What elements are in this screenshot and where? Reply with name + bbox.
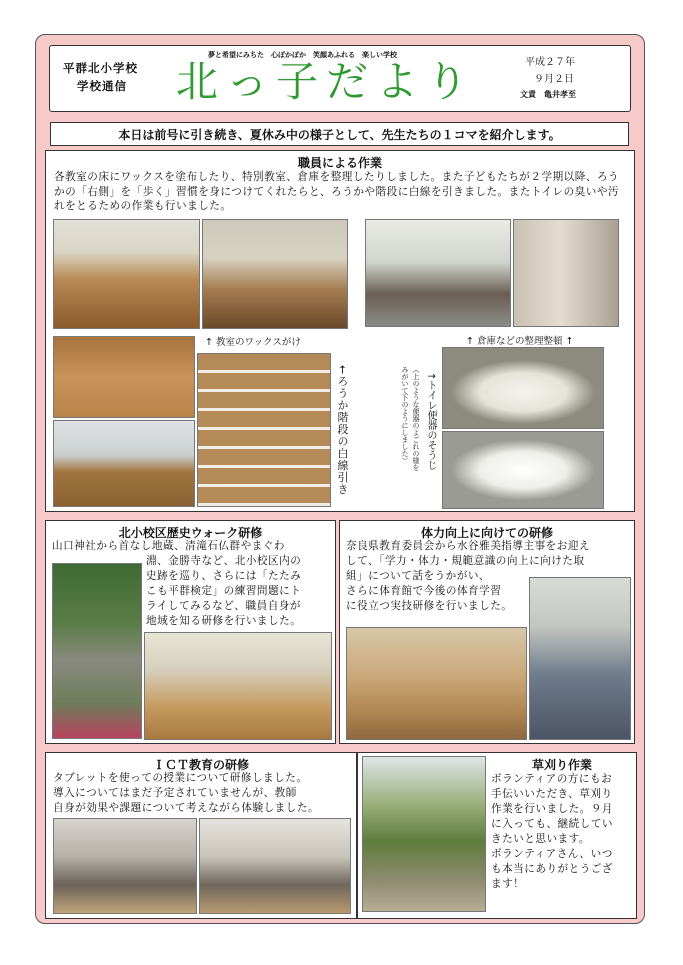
mowing-line-7: も本当にありがとうござ	[491, 863, 614, 875]
caption-toilet-note-1: （上のような便器のよごれの様を	[412, 366, 420, 471]
fitness-title: 体力向上に向けての研修	[420, 526, 553, 540]
photo-stone-monument	[52, 563, 142, 739]
photo-storage-1	[365, 219, 511, 327]
photo-fitness-meeting	[529, 577, 631, 740]
photo-grass-mowing	[362, 756, 486, 912]
caption-storage: ↑ 倉庫などの整理整頓 ↑	[466, 336, 574, 347]
caption-toilet: ↑トイレ便器のそうじ	[425, 372, 436, 471]
mowing-title: 草刈り作業	[531, 758, 592, 772]
photo-corridor-line	[53, 420, 195, 507]
fitness-line-4: さらに体育館で今後の体育学習	[346, 585, 502, 597]
mowing-line-2: 手伝いいただき、草刈り	[491, 788, 613, 800]
newsletter-title: 北っ子だより	[176, 57, 477, 106]
history-walk-line-5: ライしてみるなど、職員自身が	[146, 600, 301, 612]
photo-ict-tablets-1	[53, 818, 197, 914]
ict-title: ＩＣＴ教育の研修	[152, 758, 249, 772]
ict-line-2: 導入についてはまだ予定されていませんが、教師	[53, 787, 297, 799]
issue-year: 平成２７年	[525, 57, 575, 68]
staff-work-title: 職員による作業	[297, 156, 382, 170]
history-walk-line-4: こも平群検定」の練習問題にト	[146, 585, 302, 597]
fitness-line-3: 組」について話をうかがい、	[346, 570, 491, 582]
staff-work-body: 各教室の床にワックスを塗布したり、特別教室、倉庫を整理したりしました。また子どもたちが２学期以降、ろうかの「右側」を「歩く」習慣を身につけてくれたらと、ろうかや階段に白線を引きました。またトイレの臭いや汚れをとるための作業も行いました。	[54, 171, 620, 212]
school-name: 平群北小学校	[63, 61, 138, 75]
photo-storage-2	[513, 219, 619, 327]
ict-line-1: タブレットを使っての授業について研修しました。	[53, 772, 308, 784]
mowing-line-8: ます！	[491, 878, 525, 890]
mowing-line-4: に入っても、継続してい	[491, 818, 614, 830]
history-walk-line-3: 史跡を巡り、さらには「たたみ	[146, 570, 302, 582]
photo-toilet-after	[442, 431, 604, 509]
photo-toilet-before	[442, 347, 604, 429]
caption-toilet-note-2: みがいて下のようにしました）	[401, 366, 409, 464]
mowing-line-1: ボランティアの方にもお	[491, 773, 613, 785]
photo-stairs-line	[197, 353, 331, 507]
photo-history-meeting	[144, 632, 332, 740]
mowing-line-6: ボランティアさん、いつ	[491, 848, 613, 860]
headline-text: 本日は前号に引き続き、夏休み中の様子として、先生たちの１コマを紹介します。	[118, 128, 561, 142]
history-walk-line-6: 地域を知る研修を行いました。	[146, 615, 302, 627]
history-walk-line-1: 山口神社から首なし地蔵、清滝石仏群やまぐわ	[52, 540, 285, 552]
mowing-line-3: 作業を行いました。９月	[491, 803, 614, 815]
caption-lines: ←ろうか階段の白線引き	[336, 365, 349, 496]
photo-classroom-floor	[53, 219, 200, 329]
issue-date: ９月２日	[534, 74, 574, 85]
fitness-line-1: 奈良県教育委員会から水谷雅美指導主事をお迎え	[346, 540, 591, 552]
fitness-line-5: に役立つ実技研修を行いました。	[346, 600, 513, 612]
fitness-line-2: して、「学力・体力・規範意識の向上に向けた取	[346, 555, 585, 567]
photo-gym-practice	[346, 627, 527, 740]
school-motto: 夢と希望にみちた 心ぽかぽか 笑顔あふれる 楽しい学校	[208, 51, 397, 59]
photo-ict-tablets-2	[199, 818, 351, 914]
ict-line-3: 自身が効果や課題について考えながら体験しました。	[53, 802, 320, 814]
caption-wax: ↑ 教室のワックスがけ	[205, 337, 301, 348]
photo-floor-line	[53, 336, 195, 418]
mowing-line-5: きたいと思います。	[491, 833, 590, 845]
history-walk-line-2: 淵、金勝寺など、北小校区内の	[146, 555, 302, 567]
photo-classroom-wax	[202, 219, 348, 329]
history-walk-title: 北小校区歴史ウォーク研修	[118, 526, 263, 540]
issue-author: 文責 亀井孝至	[520, 90, 576, 99]
newsletter-type: 学校通信	[77, 79, 127, 93]
